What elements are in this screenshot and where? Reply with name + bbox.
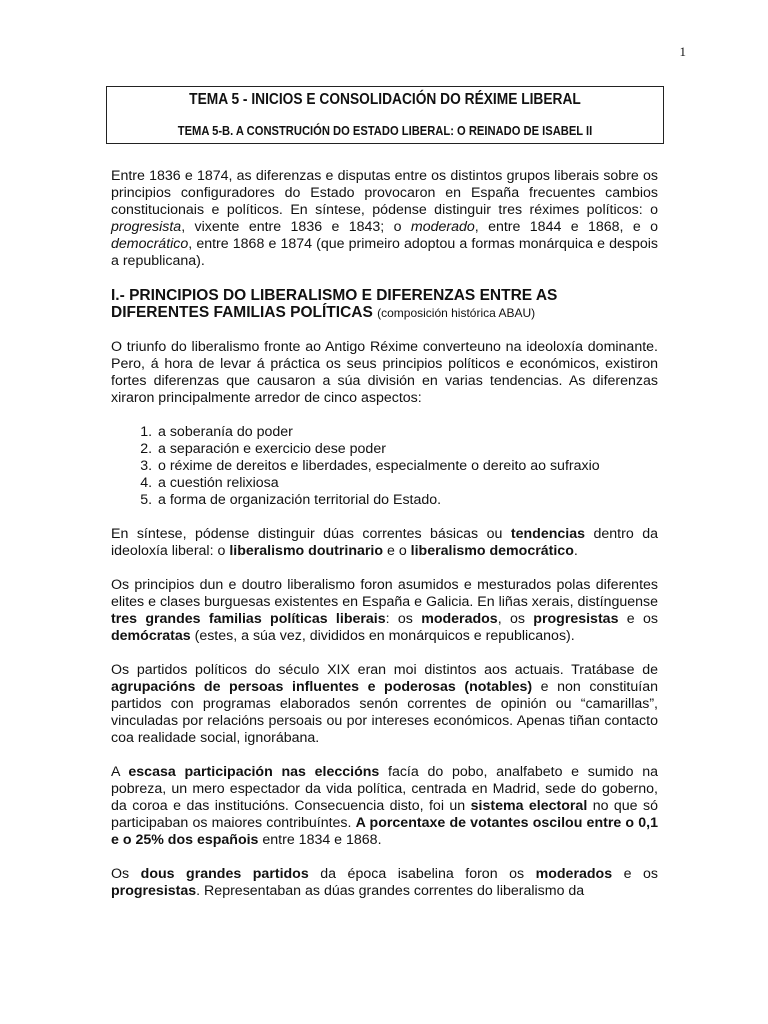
- section-heading-text: I.- PRINCIPIOS DO LIBERALISMO E DIFERENZAS ENTRE AS DIFERENTES FAMILIAS POLÍTICAS: [111, 287, 558, 321]
- text-run: , vixente entre 1836 e 1843; o: [181, 219, 411, 235]
- list-item: 2. a separación e exercicio dese poder: [156, 441, 658, 458]
- text-run: e os: [612, 866, 658, 882]
- text-run: facía do pobo, analfabeto e sumido na pobreza, un mero espectador da vida política, centrada en Madrid, sede do goberno, da coroa e das institucións. Consecuencia disto, foi un: [111, 764, 658, 814]
- text-run: no que só participaban os maiores contribuíntes.: [111, 798, 658, 831]
- text-run: : os: [385, 611, 422, 627]
- bold-text: moderados: [421, 611, 498, 627]
- text-run: , os: [497, 611, 534, 627]
- bold-text: liberalismo doutrinario: [229, 543, 384, 559]
- list-item: 1. a soberanía do poder: [156, 424, 658, 441]
- list-item: 4. a cuestión relixiosa: [156, 475, 658, 492]
- text-run: . Representaban as dúas grandes correntes do liberalismo da: [196, 883, 585, 899]
- text-run: , entre 1868 e 1874 (que primeiro adoptou a formas monárquica e despois a republicana).: [111, 236, 658, 269]
- bold-text: liberalismo democrático: [410, 543, 574, 559]
- page-number: 1: [679, 44, 686, 59]
- bold-text: A porcentaxe de votantes oscilou entre o 0,1 e o 25% dos españois: [111, 815, 658, 848]
- text-run: entre 1834 e 1868.: [258, 832, 382, 848]
- list-item: 5. a forma de organización territorial do Estado.: [156, 492, 658, 509]
- emphasis: moderado: [410, 219, 475, 235]
- section-heading: [111, 287, 658, 322]
- text-run: e non constituían partidos con programas elaborados senón correntes de opinión ou “camarillas”, vinculadas por relacións persoais ou por intereses económicos. Apenas tiñan contacto coa realidade social, ignorábana.: [111, 679, 658, 746]
- paragraph-liberalism: O triunfo do liberalismo fronte ao Antigo Réxime converteuno na ideoloxía dominante. Pero, á hora de levar á práctica os seus principios políticos e económicos, existiron fortes diferenzas que causaron a súa división en varias tendencias. As diferenzas xiraron principalmente arredor de cinco aspectos:: [111, 339, 658, 406]
- text-run: Entre 1836 e 1874, as diferenzas e disputas entre os distintos grupos liberais sobre os principios configuradores do Estado provocaron en España frecuentes cambios constitucionais e políticos. En síntese, pódense distinguir tres réximes políticos: o: [111, 168, 658, 218]
- bold-text: progresistas: [111, 883, 197, 899]
- emphasis: progresista: [111, 219, 182, 235]
- text-run: .: [573, 543, 578, 559]
- document-body: [111, 168, 658, 917]
- bold-text: agrupacións de persoas influentes e poderosas (notables): [111, 679, 533, 695]
- text-run: e o: [383, 543, 411, 559]
- bold-text: progresistas: [533, 611, 619, 627]
- bold-text: tres grandes familias políticas liberais: [111, 611, 386, 627]
- text-run: A: [111, 764, 129, 780]
- paragraph-tendencies: [111, 526, 658, 560]
- intro-paragraph: [111, 168, 658, 270]
- paragraph-families: [111, 577, 658, 645]
- title-box: [106, 86, 664, 144]
- text-run: Os: [111, 866, 141, 882]
- bold-text: demócratas: [111, 628, 191, 644]
- text-run: e os: [618, 611, 659, 627]
- text-run: Os principios dun e doutro liberalismo foron asumidos e mesturados polas diferentes elites e clases burguesas existentes en España e Galicia. En liñas xerais, distínguense: [111, 577, 658, 610]
- text-run: Os partidos políticos do século XIX eran moi distintos aos actuais. Tratábase de: [111, 662, 658, 678]
- bold-text: dous grandes partidos: [140, 866, 309, 882]
- aspects-list: [111, 424, 658, 509]
- list-item: 3. o réxime de dereitos e liberdades, especialmente o dereito ao sufraxio: [156, 458, 658, 475]
- section-note: (composición histórica ABAU): [377, 306, 536, 320]
- paragraph-parties: [111, 662, 658, 747]
- bold-text: sistema electoral: [470, 798, 588, 814]
- text-run: dentro da ideoloxía liberal: o: [111, 526, 658, 559]
- emphasis: democrático: [111, 236, 189, 252]
- bold-text: moderados: [535, 866, 613, 882]
- paragraph-two-parties: [111, 866, 658, 900]
- text-run: , entre 1844 e 1868, e o: [474, 219, 659, 235]
- bold-text: tendencias: [510, 526, 586, 542]
- text-run: En síntese, pódense distinguir dúas correntes básicas ou: [111, 526, 511, 542]
- document-subtitle: TEMA 5-B. A CONSTRUCIÓN DO ESTADO LIBERAL: O REINADO DE ISABEL II: [177, 123, 593, 138]
- bold-text: escasa participación nas eleccións: [128, 764, 380, 780]
- document-title: TEMA 5 - INICIOS E CONSOLIDACIÓN DO RÉXIME LIBERAL: [189, 91, 581, 108]
- text-run: (estes, a súa vez, divididos en monárquicos e republicanos).: [190, 628, 575, 644]
- paragraph-elections: [111, 764, 658, 849]
- text-run: da época isabelina foron os: [308, 866, 536, 882]
